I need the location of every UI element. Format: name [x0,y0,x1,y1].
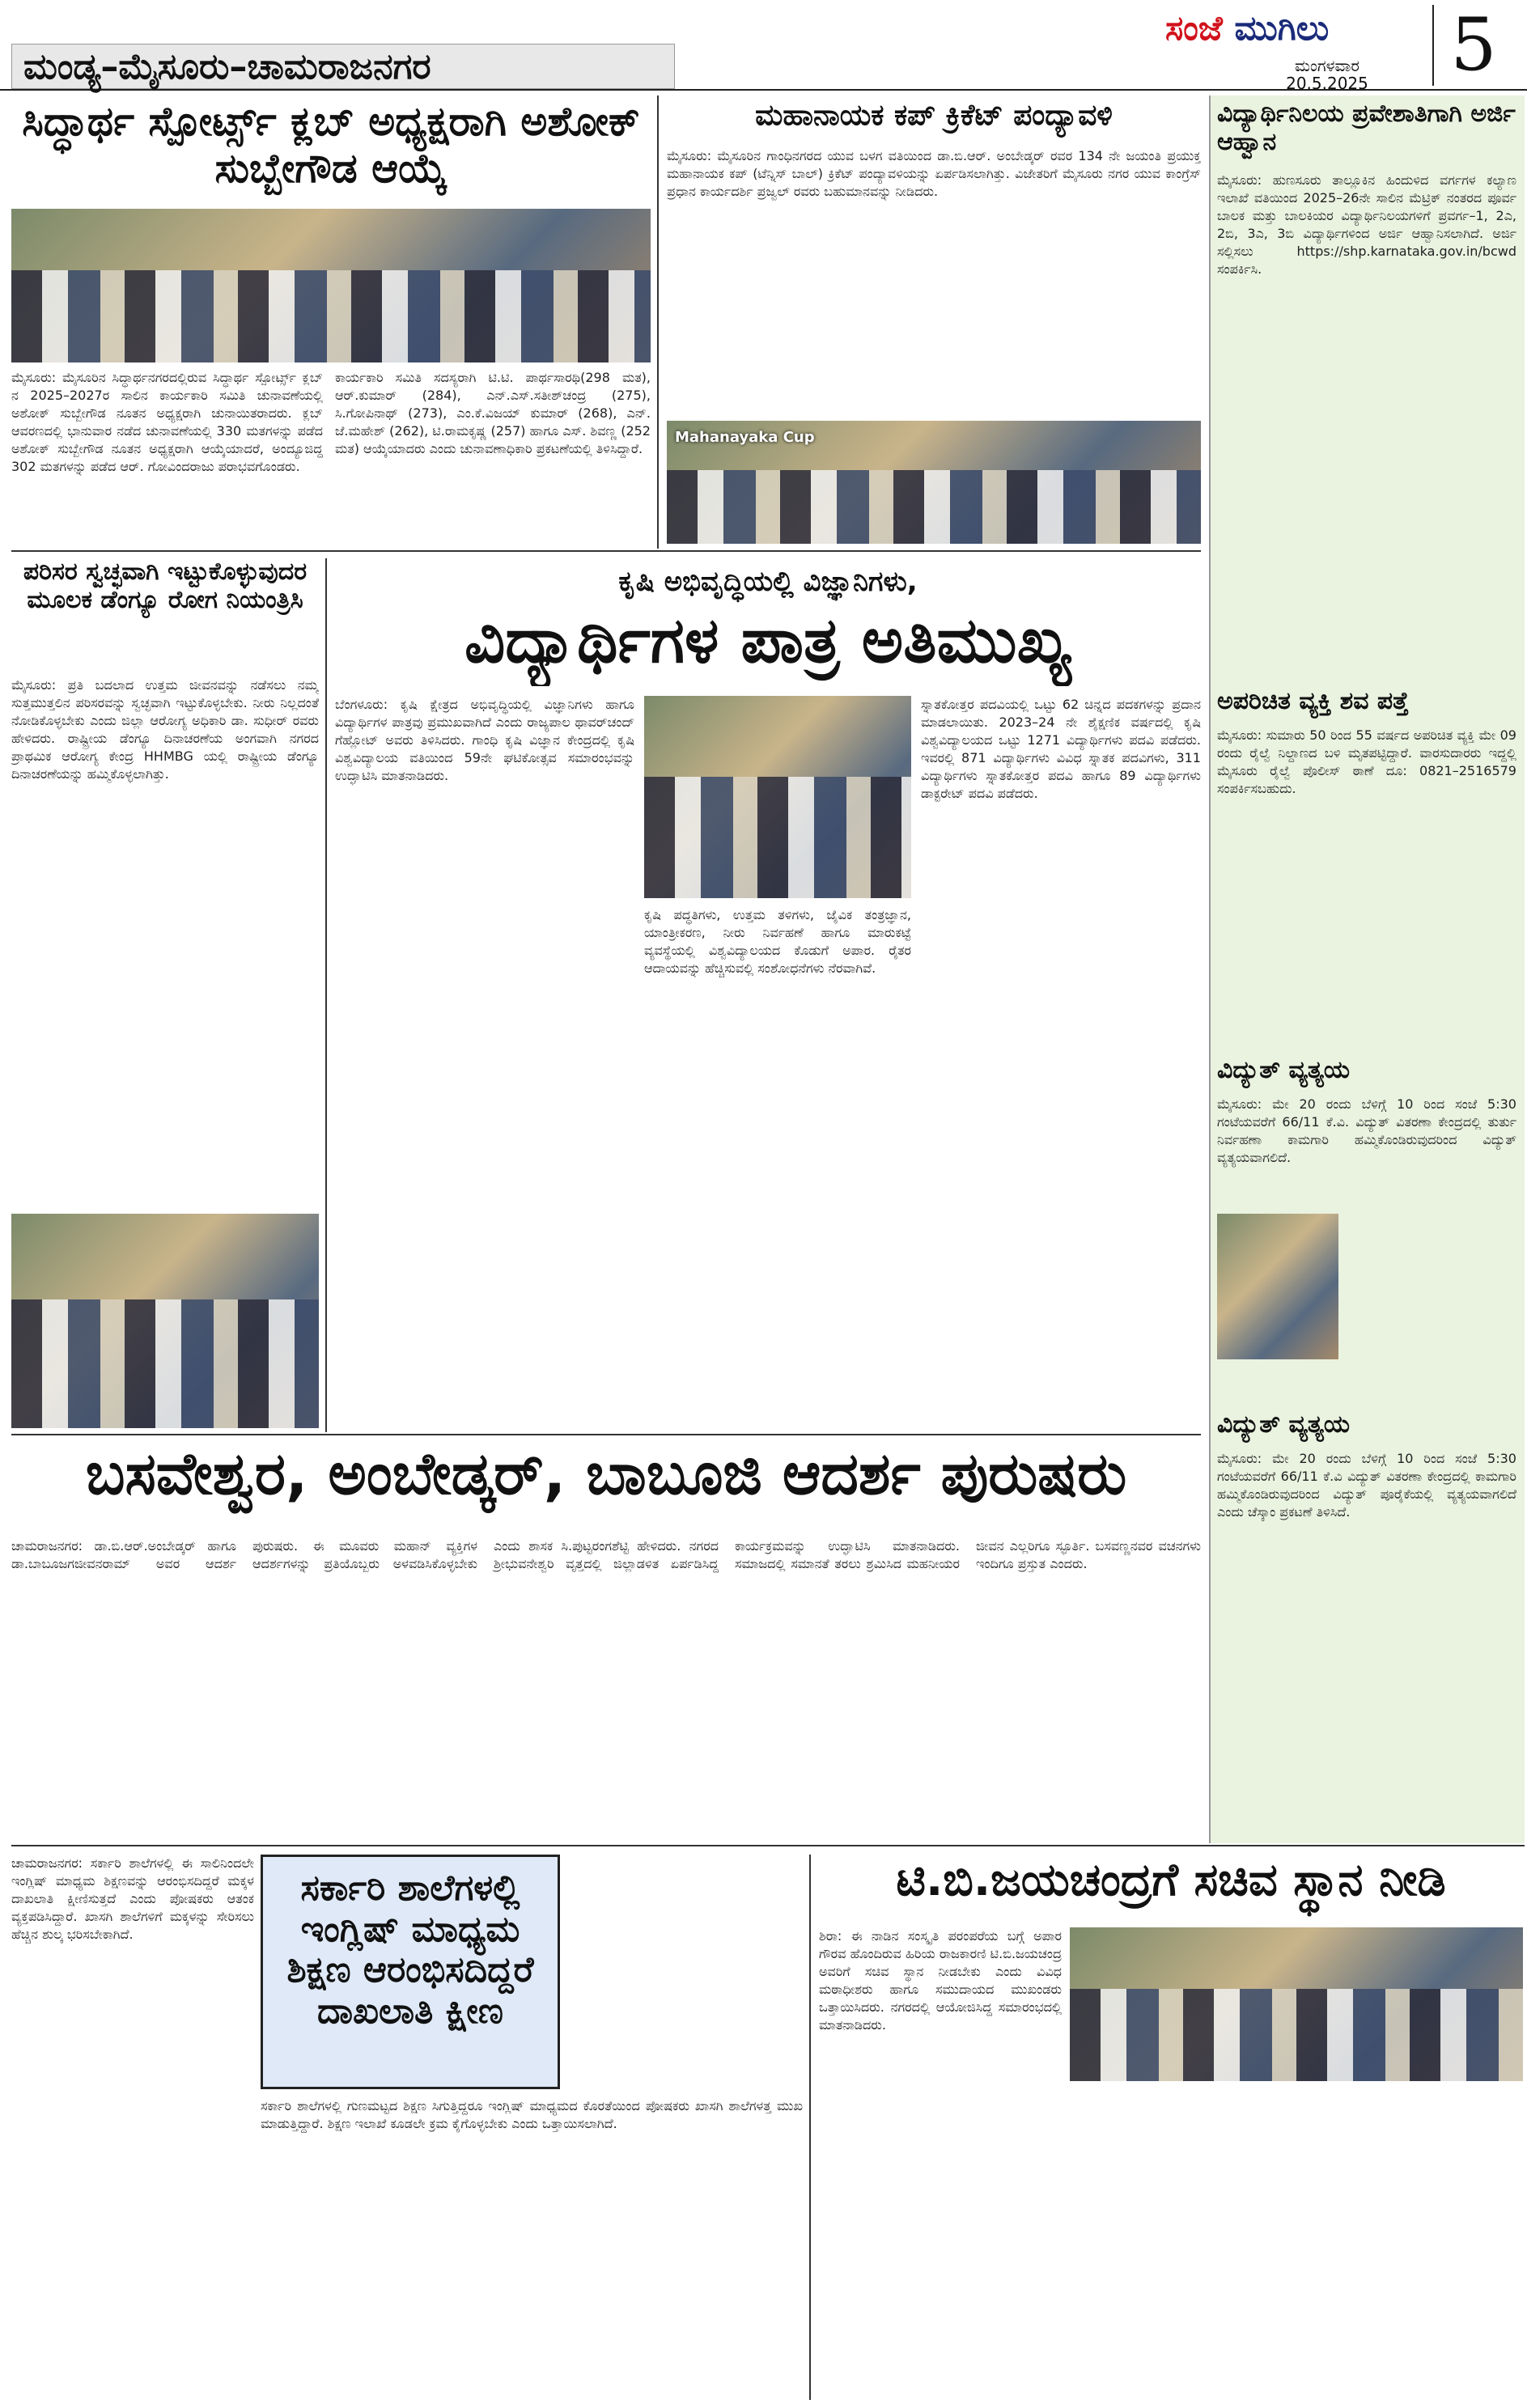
sidebar-s1-headline: ವಿದ್ಯಾರ್ಥಿನಿಲಯ ಪ್ರವೇಶಾತಿಗಾಗಿ ಅರ್ಜಿ ಆಹ್ವಾನ [1217,100,1516,156]
story4-body-mid: ಕೃಷಿ ಪದ್ಧತಿಗಳು, ಉತ್ತಮ ತಳಿಗಳು, ಜೈವಿಕ ತಂತ್ರಜ್ಞಾನ, ಯಾಂತ್ರೀಕರಣ, ನೀರು ನಿರ್ವಹಣೆ ಹಾಗೂ ಮಾರುಕಟ್ಟೆ ವ್ಯವಸ್ಥೆಯಲ್ಲಿ ವಿಶ್ವವಿದ್ಯಾಲಯದ ಕೊಡುಗೆ ಅಪಾರ. ರೈತರ ಆದಾಯವನ್ನು ಹೆಚ್ಚಿಸುವಲ್ಲಿ ಸಂಶೋಧನೆಗಳು ನೆರವಾಗಿವೆ. [644,907,911,976]
story4-body-right: ಸ್ನಾತಕೋತ್ತರ ಪದವಿಯಲ್ಲಿ ಒಟ್ಟು 62 ಚಿನ್ನದ ಪದಕಗಳನ್ನು ಪ್ರದಾನ ಮಾಡಲಾಯಿತು. 2023–24 ನೇ ಶೈಕ್ಷಣಿಕ ವರ್ಷದಲ್ಲಿ ಕೃಷಿ ವಿಶ್ವವಿದ್ಯಾಲಯದ ಒಟ್ಟು 1271 ವಿದ್ಯಾರ್ಥಿಗಳು ಪದವಿ ಪಡೆದರು. ಇವರಲ್ಲಿ 871 ವಿದ್ಯಾರ್ಥಿಗಳು ವಿವಿಧ ಸ್ನಾತಕ ಪದವಿಗಳು, 311 ವಿದ್ಯಾರ್ಥಿಗಳು ಸ್ನಾತಕೋತ್ತರ ಪದವಿ ಹಾಗೂ 89 ವಿದ್ಯಾರ್ಥಿಗಳು ಡಾಕ್ಟರೇಟ್ ಪದವಿ ಪಡೆದರು. [921,697,1201,801]
story3-headline: ಪರಿಸರ ಸ್ವಚ್ಛವಾಗಿ ಇಟ್ಟುಕೊಳ್ಳುವುದರ ಮೂಲಕ ಡೆಂಗ್ಯೂ ರೋಗ ನಿಯಂತ್ರಿಸಿ [23,558,308,614]
page-number: 5 [1432,5,1513,86]
column-rule [325,558,327,1432]
story2-photo-caption: Mahanayaka Cup [675,429,815,446]
issue-date: 20.5.2025 [1286,74,1368,93]
story4-photo [644,696,911,898]
sidebar-s1-body: ಮೈಸೂರು: ಹುಣಸೂರು ತಾಲ್ಲೂಕಿನ ಹಿಂದುಳಿದ ವರ್ಗಗಳ ಕಲ್ಯಾಣ ಇಲಾಖೆ ವತಿಯಿಂದ 2025–26ನೇ ಸಾಲಿನ ಮೆಟ್ರಿಕ್ ನಂತರದ ಪೂರ್ವ ಬಾಲಕ ಮತ್ತು ಬಾಲಕಿಯರ ವಿದ್ಯಾರ್ಥಿನಿಲಯಗಳಿಗೆ ಪ್ರವರ್ಗ–1, 2ಎ, 2ಬಿ, 3ಎ, 3ಬಿ ವಿದ್ಯಾರ್ಥಿಗಳಿಂದ ಅರ್ಜಿ ಆಹ್ವಾನಿಸಲಾಗಿದೆ. ಅರ್ಜಿ ಸಲ್ಲಿಸಲು https://shp.karnataka.gov.in/bcwd ಸಂಪರ್ಕಿಸಿ. [1217,172,1516,277]
sidebar-s3-body: ಮೈಸೂರು: ಮೇ 20 ರಂದು ಬೆಳಿಗ್ಗೆ 10 ರಿಂದ ಸಂಜೆ 5:30 ಗಂಟೆಯವರೆಗೆ 66/11 ಕೆ.ವಿ. ವಿದ್ಯುತ್ ವಿತರಣಾ ಕೇಂದ್ರದಲ್ಲಿ ತುರ್ತು ನಿರ್ವಹಣಾ ಕಾಮಗಾರಿ ಹಮ್ಮಿಕೊಂಡಿರುವುದರಿಂದ ವಿದ್ಯುತ್ ವ್ಯತ್ಯಯವಾಗಲಿದೆ. [1217,1096,1516,1165]
story4-kicker: ಕೃಷಿ ಅಭಿವೃದ್ಧಿಯಲ್ಲಿ ವಿಜ್ಞಾನಿಗಳು, [618,566,918,598]
sidebar-s2-headline: ಅಪರಿಚಿತ ವ್ಯಕ್ತಿ ಶವ ಪತ್ತೆ [1217,688,1409,715]
story7-body: ಶಿರಾ: ಈ ನಾಡಿನ ಸಂಸ್ಕೃತಿ ಪರಂಪರೆಯ ಬಗ್ಗೆ ಅಪಾರ ಗೌರವ ಹೊಂದಿರುವ ಹಿರಿಯ ರಾಜಕಾರಣಿ ಟಿ.ಬಿ.ಜಯಚಂದ್ರ ಅವರಿಗೆ ಸಚಿವ ಸ್ಥಾನ ನೀಡಬೇಕು ಎಂದು ವಿವಿಧ ಮಠಾಧೀಶರು ಹಾಗೂ ಸಮುದಾಯದ ಮುಖಂಡರು ಒತ್ತಾಯಿಸಿದರು. ನಗರದಲ್ಲಿ ಆಯೋಜಿಸಿದ್ದ ಸಮಾರಂಭದಲ್ಲಿ ಮಾತನಾಡಿದರು. [819,1928,1062,2033]
sidebar-s3-body-cont [1347,1214,1516,1408]
horizontal-rule [11,1434,1201,1435]
story3-photo-people [11,1299,319,1428]
story7-body-cont [1070,2089,1523,2400]
story6-body-right: ಸರ್ಕಾರಿ ಶಾಲೆಗಳಲ್ಲಿ ಗುಣಮಟ್ಟದ ಶಿಕ್ಷಣ ಸಿಗುತ್ತಿದ್ದರೂ ಇಂಗ್ಲಿಷ್ ಮಾಧ್ಯಮದ ಕೊರತೆಯಿಂದ ಪೋಷಕರು ಖಾಸಗಿ ಶಾಲೆಗಳತ್ತ ಮುಖ ಮಾಡುತ್ತಿದ್ದಾರೆ. ಶಿಕ್ಷಣ ಇಲಾಖೆ ಕೂಡಲೇ ಕ್ರಮ ಕೈಗೊಳ್ಳಬೇಕು ಎಂದು ಒತ್ತಾಯಿಸಲಾಗಿದೆ. [261,2098,803,2131]
story5-body: ಚಾಮರಾಜನಗರ: ಡಾ.ಬಿ.ಆರ್.ಅಂಬೇಡ್ಕರ್ ಹಾಗೂ ಡಾ.ಬಾಬೂಜಗಜೀವನರಾಮ್ ಅವರ ಆದರ್ಶ ಪುರುಷರು. ಈ ಮೂವರು ಮಹಾನ್ ವ್ಯಕ್ತಿಗಳ ಆದರ್ಶಗಳನ್ನು ಪ್ರತಿಯೊಬ್ಬರು ಅಳವಡಿಸಿಕೊಳ್ಳಬೇಕು ಎಂದು ಶಾಸಕ ಸಿ.ಪುಟ್ಟರಂಗಶೆಟ್ಟಿ ಹೇಳಿದರು. ನಗರದ ಶ್ರೀಭುವನೇಶ್ವರಿ ವೃತ್ತದಲ್ಲಿ ಜಿಲ್ಲಾಡಳಿತ ಏರ್ಪಡಿಸಿದ್ದ ಕಾರ್ಯಕ್ರಮವನ್ನು ಉದ್ಘಾಟಿಸಿ ಮಾತನಾಡಿದರು. ಸಮಾಜದಲ್ಲಿ ಸಮಾನತೆ ತರಲು ಶ್ರಮಿಸಿದ ಮಹನೀಯರ ಜೀವನ ಎಲ್ಲರಿಗೂ ಸ್ಫೂರ್ತಿ. ಬಸವಣ್ಣನವರ ವಚನಗಳು ಇಂದಿಗೂ ಪ್ರಸ್ತುತ ಎಂದರು. [11,1538,1201,1571]
story3-photo [11,1214,319,1428]
story6-body-mid [566,1855,803,2089]
story5-headline: ಬಸವೇಶ್ವರ, ಅಂಬೇಡ್ಕರ್, ಬಾಬೂಜಿ ಆದರ್ಶ ಪುರುಷರು [85,1440,1127,1507]
sidebar-s4-body: ಮೈಸೂರು: ಮೇ 20 ರಂದು ಬೆಳಿಗ್ಗೆ 10 ರಿಂದ ಸಂಜೆ 5:30 ಗಂಟೆಯವರೆಗೆ 66/11 ಕೆ.ವಿ ವಿದ್ಯುತ್ ವಿತರಣಾ ಕೇಂದ್ರದಲ್ಲಿ ಕಾಮಗಾರಿ ಹಮ್ಮಿಕೊಂಡಿರುವುದರಿಂದ ವಿದ್ಯುತ್ ಪೂರೈಕೆಯಲ್ಲಿ ವ್ಯತ್ಯಯವಾಗಲಿದೆ ಎಂದು ಚೆಸ್ಕಾಂ ಪ್ರಕಟಣೆ ತಿಳಿಸಿದೆ. [1217,1451,1516,1520]
story4-photo-people [644,777,911,898]
dateline [1238,57,1416,92]
sidebar-s2-body: ಮೈಸೂರು: ಸುಮಾರು 50 ರಿಂದ 55 ವರ್ಷದ ಅಪರಿಚಿತ ವ್ಯಕ್ತಿ ಮೇ 09 ರಂದು ರೈಲ್ವೆ ನಿಲ್ದಾಣದ ಬಳಿ ಮೃತಪಟ್ಟಿದ್ದಾರೆ. ವಾರಸುದಾರರು ಇದ್ದಲ್ಲಿ ಮೈಸೂರು ರೈಲ್ವೆ ಪೊಲೀಸ್ ಠಾಣೆ ದೂ: 0821–2516579 ಸಂಪರ್ಕಿಸಬಹುದು. [1217,727,1516,796]
story7-photo [1070,1927,1523,2081]
story2-photo [667,421,1201,544]
story2-body: ಮೈಸೂರು: ಮೈಸೂರಿನ ಗಾಂಧಿನಗರದ ಯುವ ಬಳಗ ವತಿಯಿಂದ ಡಾ.ಬಿ.ಆರ್. ಅಂಬೇಡ್ಕರ್ ರವರ 134 ನೇ ಜಯಂತಿ ಪ್ರಯುಕ್ತ ಮಹಾನಾಯಕ ಕಪ್ (ಟೆನ್ನಿಸ್ ಬಾಲ್) ಕ್ರಿಕೆಟ್ ಪಂದ್ಯಾವಳಿಯನ್ನು ಏರ್ಪಡಿಸಲಾಗಿತ್ತು. ವಿಜೇತರಿಗೆ ಮೈಸೂರು ನಗರ ಯುವ ಕಾಂಗ್ರೆಸ್ ಪ್ರಧಾನ ಕಾರ್ಯದರ್ಶಿ ಪ್ರಜ್ವಲ್ ರವರು ಬಹುಮಾನವನ್ನು ನೀಡಿದರು. [667,148,1201,199]
story4-body-left: ಬೆಂಗಳೂರು: ಕೃಷಿ ಕ್ಷೇತ್ರದ ಅಭಿವೃದ್ಧಿಯಲ್ಲಿ ವಿಜ್ಞಾನಿಗಳು ಹಾಗೂ ವಿದ್ಯಾರ್ಥಿಗಳ ಪಾತ್ರವು ಪ್ರಮುಖವಾಗಿದೆ ಎಂದು ರಾಜ್ಯಪಾಲ ಥಾವರ್‌ಚಂದ್ ಗೆಹ್ಲೋಟ್ ಅವರು ತಿಳಿಸಿದರು. ಗಾಂಧಿ ಕೃಷಿ ವಿಜ್ಞಾನ ಕೇಂದ್ರದಲ್ಲಿ ಕೃಷಿ ವಿಶ್ವವಿದ್ಯಾಲಯ ವತಿಯಿಂದ 59ನೇ ಘಟಿಕೋತ್ಸವ ಸಮಾರಂಭವನ್ನು ಉದ್ಘಾಟಿಸಿ ಮಾತನಾಡಿದರು. [335,697,634,783]
story7-photo-people [1070,1989,1523,2081]
logo-right: ಮುಗಿಲು [1234,8,1330,48]
story4-headline: ವಿದ್ಯಾರ್ಥಿಗಳ ಪಾತ್ರ ಅತಿಮುಖ್ಯ [464,605,1072,677]
column-rule [809,1855,811,2400]
sidebar-pylon-photo [1217,1214,1338,1359]
story1-photo [11,209,651,362]
weekday: ಮಂಗಳವಾರ [1294,56,1360,75]
sidebar-s4-headline: ವಿದ್ಯುತ್ ವ್ಯತ್ಯಯ [1217,1411,1351,1439]
story6-headline: ಸರ್ಕಾರಿ ಶಾಲೆಗಳಲ್ಲಿ ಇಂಗ್ಲಿಷ್ ಮಾಧ್ಯಮ ಶಿಕ್ಷಣ ಆರಂಭಿಸದಿದ್ದರೆ ದಾಖಲಾತಿ ಕ್ಷೀಣ [261,1855,560,2089]
story7-headline: ಟಿ.ಬಿ.ಜಯಚಂದ್ರಗೆ ಸಚಿವ ಸ್ಥಾನ ನೀಡಿ [896,1855,1446,1906]
column-rule [657,95,659,549]
newspaper-logo [1165,8,1424,57]
story1-headline: ಸಿದ್ಧಾರ್ಥ ಸ್ಪೋರ್ಟ್ಸ್ ಕ್ಲಬ್ ಅಧ್ಯಕ್ಷರಾಗಿ ಅಶೋಕ್ ಸುಬ್ಬೇಗೌಡ ಆಯ್ಕೆ [22,99,640,192]
sidebar-s3-headline: ವಿದ್ಯುತ್ ವ್ಯತ್ಯಯ [1217,1057,1351,1084]
story1-body-right: ಕಾರ್ಯಕಾರಿ ಸಮಿತಿ ಸದಸ್ಯರಾಗಿ ಟಿ.ಟಿ. ಪಾರ್ಥಸಾರಥಿ(298 ಮತ), ಆರ್.ಕುಮಾರ್ (284), ಎನ್.ಎಸ್.ಸತೀಶ್‌ಚಂದ್ರ (275), ಸಿ.ಗೋಪಿನಾಥ್ (273), ಎಂ.ಕೆ.ವಿಜಯ್ ಕುಮಾರ್ (268), ಎನ್. ಜೆ.ಮಹೇಶ್ (262), ಟಿ.ರಾಮಕೃಷ್ಣ (257) ಹಾಗೂ ಎಸ್. ಶಿವಣ್ಣ (252 ಮತ) ಆಯ್ಕೆಯಾದರು ಎಂದು ಚುನಾವಣಾಧಿಕಾರಿ ಪ್ರಕಟಣೆಯಲ್ಲಿ ತಿಳಿಸಿದ್ದಾರೆ. [335,370,651,456]
story3-body: ಮೈಸೂರು: ಪ್ರತಿ ಬದಲಾದ ಉತ್ತಮ ಜೀವನವನ್ನು ನಡೆಸಲು ನಮ್ಮ ಸುತ್ತಮುತ್ತಲಿನ ಪರಿಸರವನ್ನು ಸ್ವಚ್ಛವಾಗಿ ಇಟ್ಟುಕೊಳ್ಳಬೇಕು. ನೀರು ನಿಲ್ಲದಂತೆ ನೋಡಿಕೊಳ್ಳಬೇಕು ಎಂದು ಜಿಲ್ಲಾ ಆರೋಗ್ಯ ಅಧಿಕಾರಿ ಡಾ. ಸುಧೀರ್ ರವರು ಹೇಳಿದರು. ರಾಷ್ಟ್ರೀಯ ಡೆಂಗ್ಯೂ ದಿನಾಚರಣೆಯ ಅಂಗವಾಗಿ ನಗರದ ಪ್ರಾಥಮಿಕ ಆರೋಗ್ಯ ಕೇಂದ್ರ HHMBG ಯಲ್ಲಿ ರಾಷ್ಟ್ರೀಯ ಡೆಂಗ್ಯೂ ದಿನಾಚರಣೆಯನ್ನು ಹಮ್ಮಿಕೊಳ್ಳಲಾಗಿತ್ತು. [11,677,319,782]
horizontal-rule [11,1845,1525,1846]
story1-photo-people [11,270,651,362]
logo-left: ಸಂಜೆ [1165,8,1223,48]
story2-photo-people [667,470,1201,544]
story6-body-left: ಚಾಮರಾಜನಗರ: ಸರ್ಕಾರಿ ಶಾಲೆಗಳಲ್ಲಿ ಈ ಸಾಲಿನಿಂದಲೇ ಇಂಗ್ಲಿಷ್ ಮಾಧ್ಯಮ ಶಿಕ್ಷಣವನ್ನು ಆರಂಭಿಸದಿದ್ದರೆ ಮಕ್ಕಳ ದಾಖಲಾತಿ ಕ್ಷೀಣಿಸುತ್ತದೆ ಎಂದು ಪೋಷಕರು ಆತಂಕ ವ್ಯಕ್ತಪಡಿಸಿದ್ದಾರೆ. ಖಾಸಗಿ ಶಾಲೆಗಳಿಗೆ ಮಕ್ಕಳನ್ನು ಸೇರಿಸಲು ಹೆಚ್ಚಿನ ಶುಲ್ಕ ಭರಿಸಬೇಕಾಗಿದೆ. [11,1855,254,1942]
story2-headline: ಮಹಾನಾಯಕ ಕಪ್ ಕ್ರಿಕೆಟ್ ಪಂದ್ಯಾವಳಿ [755,99,1113,132]
horizontal-rule [11,550,1201,552]
section-label: ಮಂಡ್ಯ–ಮೈಸೂರು–ಚಾಮರಾಜನಗರ [11,44,675,89]
story1-body-left: ಮೈಸೂರು: ಮೈಸೂರಿನ ಸಿದ್ಧಾರ್ಥನಗರದಲ್ಲಿರುವ ಸಿದ್ಧಾರ್ಥ ಸ್ಪೋರ್ಟ್ಸ್ ಕ್ಲಬ್ ನ 2025–2027ರ ಸಾಲಿನ ಕಾರ್ಯಕಾರಿ ಸಮಿತಿ ಚುನಾವಣೆಯಲ್ಲಿ ಅಶೋಕ್ ಸುಬ್ಬೇಗೌಡ ನೂತನ ಅಧ್ಯಕ್ಷರಾಗಿ ಚುನಾಯಿತರಾದರು. ಕ್ಲಬ್ ಆವರಣದಲ್ಲಿ ಭಾನುವಾರ ನಡೆದ ಚುನಾವಣೆಯಲ್ಲಿ 330 ಮತಗಳನ್ನು ಪಡೆದ ಅಶೋಕ್ ಸುಬ್ಬೇಗೌಡ ನೂತನ ಅಧ್ಯಕ್ಷರಾಗಿ ಆಯ್ಕೆಯಾದರೆ, ಅಂದ್ಯೂಜಿದ್ದ 302 ಮತಗಳನ್ನು ಪಡೆದ ಆರ್. ಗೋವಿಂದರಾಜು ಪರಾಭವಗೊಂಡರು. [11,370,323,474]
